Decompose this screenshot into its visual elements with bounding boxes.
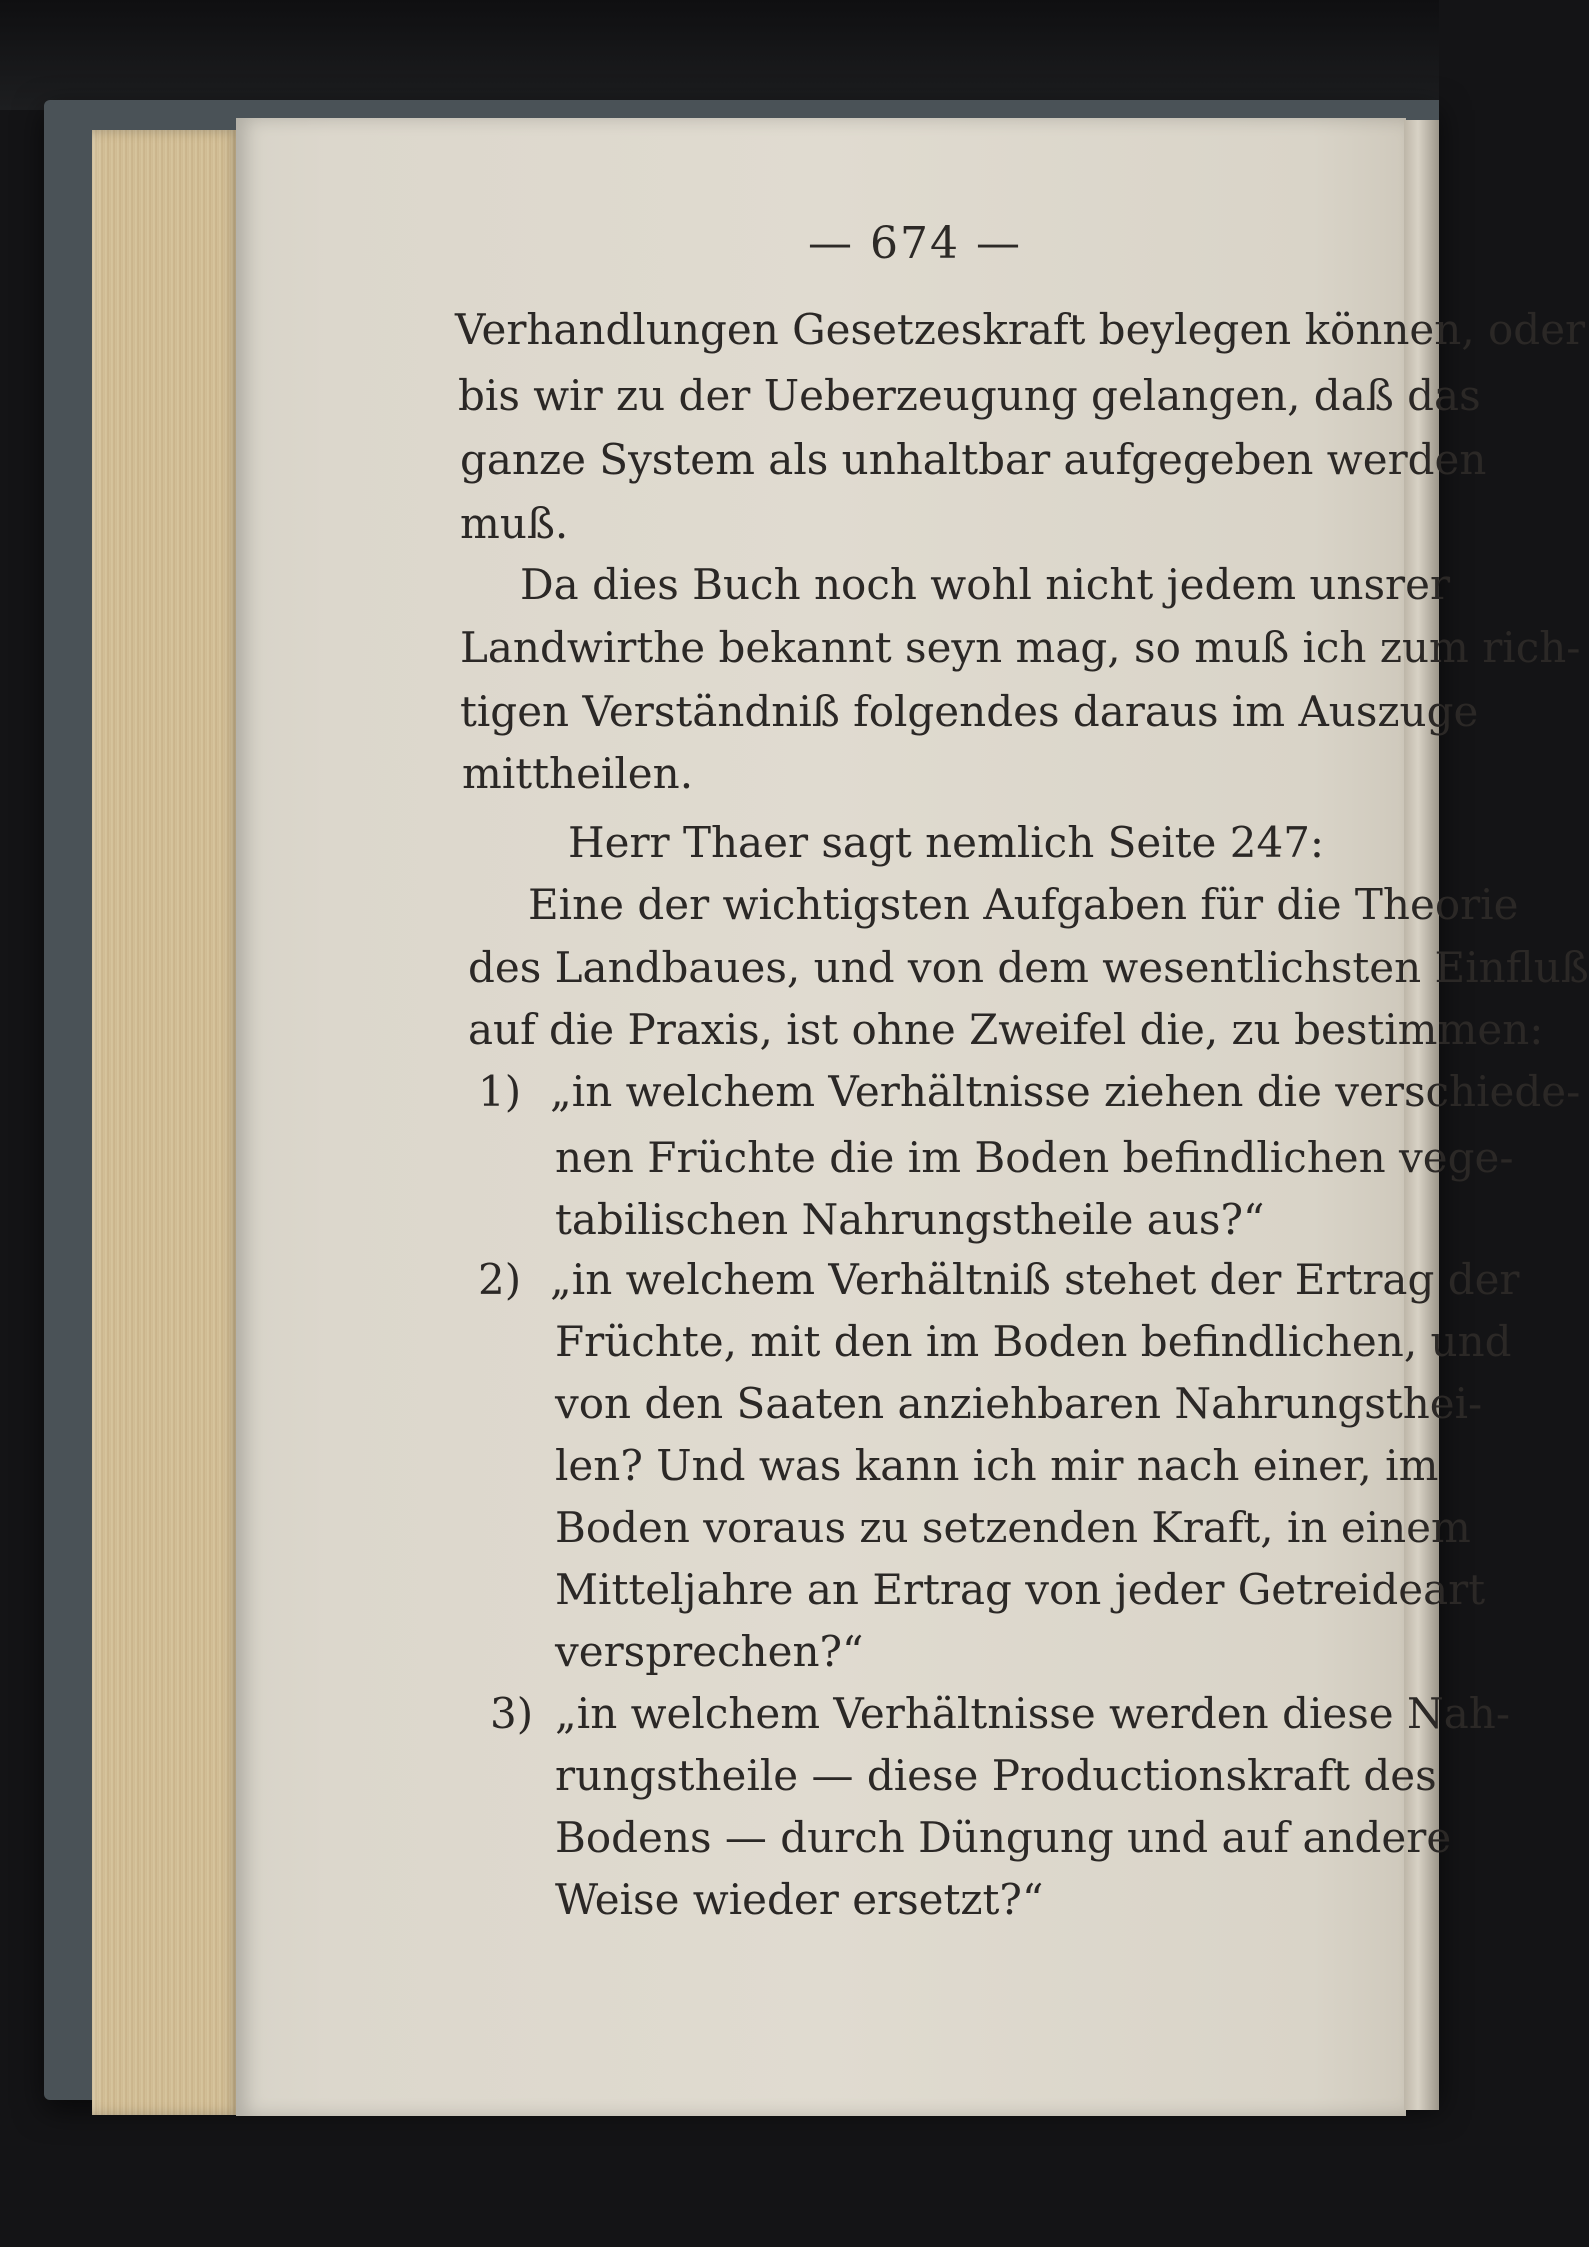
text-line: auf die Praxis, ist ohne Zweifel die, zu bestimmen: (468, 1005, 1544, 1054)
list-item-line: „in welchem Verhältnisse ziehen die verschiede- (550, 1067, 1581, 1116)
list-item-line: versprechen?“ (555, 1627, 864, 1676)
list-item-line: Boden voraus zu setzenden Kraft, in einem (555, 1503, 1471, 1552)
list-item-line: Bodens — durch Düngung und auf andere (555, 1813, 1452, 1862)
text-line: Landwirthe bekannt seyn mag, so muß ich zum rich- (460, 623, 1581, 672)
list-item-line: rungstheile — diese Productionskraft des (555, 1751, 1437, 1800)
list-marker: 1) (478, 1067, 522, 1116)
text-line: Herr Thaer sagt nemlich Seite 247: (568, 818, 1325, 867)
text-line: ganze System als unhaltbar aufgegeben werden (460, 435, 1487, 484)
list-item-line: tabilischen Nahrungstheile aus?“ (555, 1195, 1265, 1244)
list-item-line: nen Früchte die im Boden befindlichen vege- (555, 1133, 1514, 1182)
list-item-line: von den Saaten anziehbaren Nahrungsthei- (555, 1379, 1483, 1428)
list-item-line: Weise wieder ersetzt?“ (555, 1875, 1044, 1924)
text-line: muß. (460, 499, 569, 548)
list-item-line: Mitteljahre an Ertrag von jeder Getreideart (555, 1565, 1486, 1614)
text-line: Da dies Buch noch wohl nicht jedem unsrer (520, 560, 1451, 609)
page-number: — 674 — (808, 218, 1022, 269)
backdrop (0, 0, 1439, 110)
list-item-line: „in welchem Verhältniß stehet der Ertrag der (550, 1255, 1520, 1304)
text-line: Eine der wichtigsten Aufgaben für die Theorie (528, 880, 1519, 929)
page-edges (92, 130, 242, 2115)
text-line: des Landbaues, und von dem wesentlichsten Einfluß (468, 943, 1589, 992)
list-marker: 3) (490, 1689, 534, 1738)
text-line: tigen Verständniß folgendes daraus im Auszuge (460, 687, 1479, 736)
list-marker: 2) (478, 1255, 522, 1304)
list-item-line: „in welchem Verhältnisse werden diese Nah- (555, 1689, 1511, 1738)
text-line: mittheilen. (462, 749, 694, 798)
text-line: bis wir zu der Ueberzeugung gelangen, daß das (458, 371, 1481, 420)
list-item-line: Früchte, mit den im Boden befindlichen, und (555, 1317, 1512, 1366)
text-line: Verhandlungen Gesetzeskraft beylegen können, oder (455, 305, 1586, 354)
list-item-line: len? Und was kann ich mir nach einer, im (555, 1441, 1439, 1490)
